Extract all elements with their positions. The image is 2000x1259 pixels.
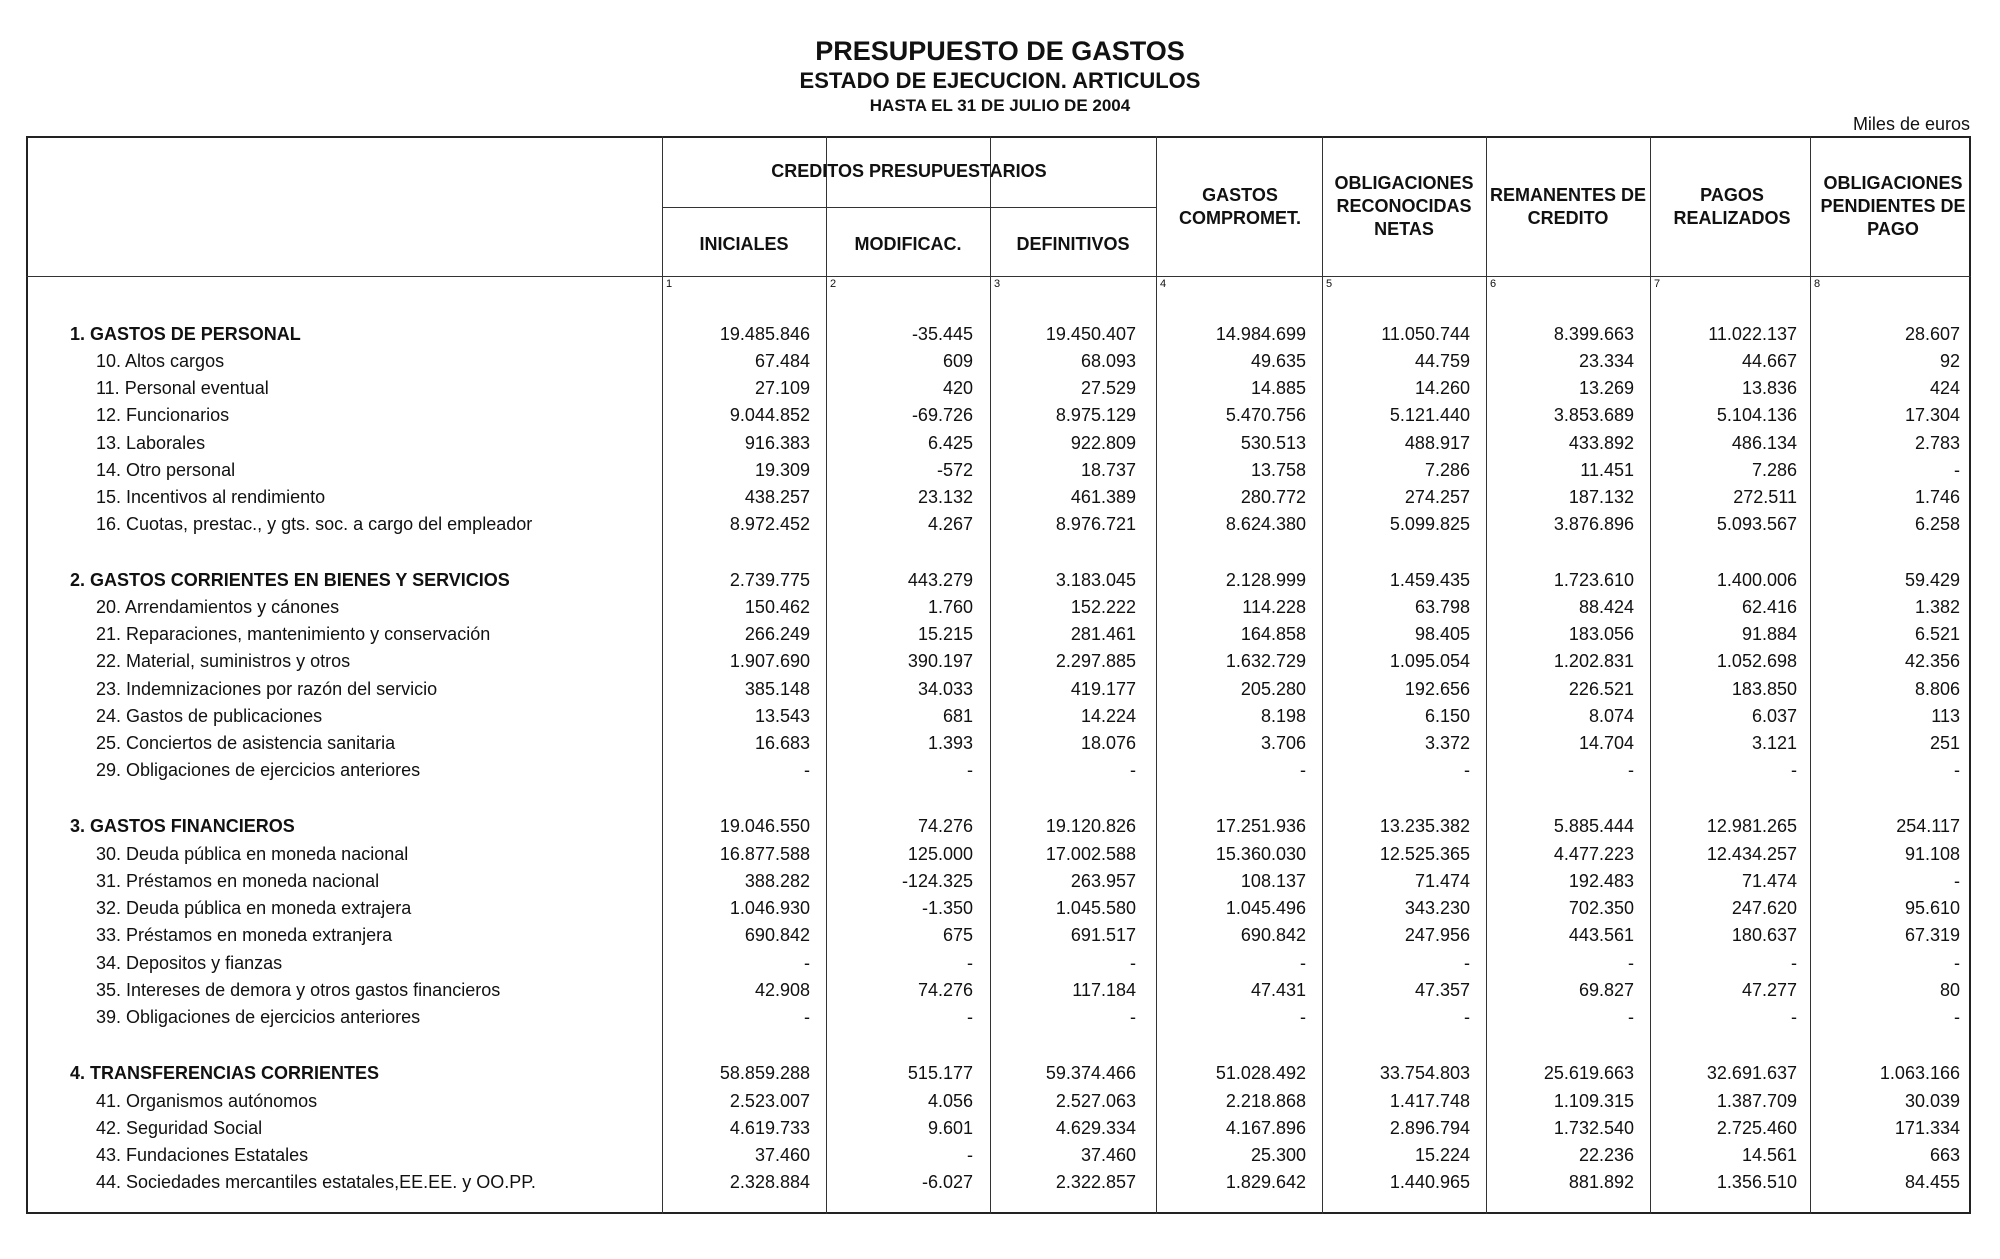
table-cell: 916.383 [744,433,810,453]
column-number: 4 [1160,278,1167,290]
table-cell: 19.450.407 [1045,324,1136,344]
table-cell: - [967,953,973,973]
table-cell: 2.328.884 [729,1172,810,1192]
table-cell: - [1300,760,1306,780]
table-cell: 266.249 [744,624,810,644]
table-cell: 419.177 [1070,679,1136,699]
article-row-label: 24. Gastos de publicaciones [96,706,323,726]
table-cell: 1.045.496 [1225,898,1306,918]
table-cell: 11.022.137 [1708,324,1797,344]
table-cell: 702.350 [1568,898,1634,918]
table-cell: 15.224 [1414,1145,1470,1165]
table-cell: 113 [1931,706,1960,726]
table-cell: 183.056 [1568,624,1634,644]
table-cell: 13.235.382 [1379,816,1470,836]
category-row-label: 4. TRANSFERENCIAS CORRIENTES [70,1063,380,1083]
header-obligaciones-reconocidas: OBLIGACIONES RECONOCIDAS NETAS [1334,172,1474,239]
table-cell: 1.109.315 [1553,1091,1634,1111]
table-cell: 1.046.930 [729,898,810,918]
table-cell: 420 [942,378,973,398]
table-cell: 15.360.030 [1215,844,1306,864]
table-cell: 1.440.965 [1389,1172,1470,1192]
article-row-label: 22. Material, suministros y otros [96,651,351,671]
table-cell: 51.028.492 [1215,1063,1306,1083]
table-cell: - [804,760,810,780]
table-cell: - [1954,460,1960,480]
table-cell: 14.224 [1080,706,1136,726]
header-definitivos: DEFINITIVOS [1016,233,1130,254]
column-number: 6 [1490,278,1497,290]
table-cell: - [1130,1007,1136,1027]
table-cell: 3.876.896 [1553,514,1634,534]
table-cell: 1.045.580 [1055,898,1136,918]
table-cell: 2.523.007 [729,1091,810,1111]
header-modificac: MODIFICAC. [854,233,962,254]
article-row-label: 11. Personal eventual [96,378,269,398]
table-cell: 6.037 [1751,706,1797,726]
table-cell: 67.484 [754,351,810,371]
table-cell: 69.827 [1578,980,1634,1000]
table-cell: - [1791,760,1797,780]
table-cell: 28.607 [1904,324,1960,344]
column-divider [1810,136,1811,1214]
article-row-label: 12. Funcionarios [96,405,230,425]
table-cell: 22.236 [1578,1145,1634,1165]
table-cell: 14.260 [1414,378,1470,398]
table-cell: - [1464,1007,1470,1027]
table-cell: 7.286 [1751,460,1797,480]
table-cell: 681 [942,706,973,726]
table-cell: 488.917 [1404,433,1470,453]
table-cell: 6.521 [1914,624,1960,644]
table-frame [26,136,1971,1214]
table-cell: 37.460 [754,1145,810,1165]
table-cell: - [1464,953,1470,973]
table-cell: 5.104.136 [1716,405,1797,425]
table-cell: 192.483 [1568,871,1634,891]
category-row-label: 2. GASTOS CORRIENTES EN BIENES Y SERVICIOS [70,570,510,590]
table-cell: 2.896.794 [1389,1118,1470,1138]
table-cell: 390.197 [907,651,973,671]
article-row-label: 42. Seguridad Social [96,1118,263,1138]
table-cell: 68.093 [1080,351,1136,371]
column-number: 2 [830,278,837,290]
table-cell: - [1954,760,1960,780]
table-cell: 1.760 [927,597,973,617]
table-cell: 114.228 [1242,597,1306,617]
table-cell: 58.859.288 [719,1063,810,1083]
header-creditos-presupuestarios: CREDITOS PRESUPUESTARIOS [771,160,1047,181]
table-cell: - [1300,953,1306,973]
table-cell: 44.759 [1414,351,1470,371]
table-cell: 4.619.733 [729,1118,810,1138]
table-cell: 37.460 [1080,1145,1136,1165]
table-cell: 19.485.846 [719,324,810,344]
table-cell: 272.511 [1733,487,1797,507]
table-cell: 32.691.637 [1706,1063,1797,1083]
table-cell: 91.884 [1741,624,1797,644]
table-cell: 280.772 [1240,487,1306,507]
table-cell: 881.892 [1568,1172,1634,1192]
table-cell: 14.984.699 [1215,324,1306,344]
article-row-label: 25. Conciertos de asistencia sanitaria [96,733,396,753]
table-cell: - [1954,1007,1960,1027]
table-cell: 343.230 [1404,898,1470,918]
column-number: 8 [1814,278,1821,290]
table-cell: 23.132 [917,487,973,507]
article-row-label: 23. Indemnizaciones por razón del servicio [96,679,438,699]
table-cell: 59.374.466 [1045,1063,1136,1083]
table-cell: 67.319 [1904,925,1960,945]
table-cell: 18.737 [1080,460,1136,480]
table-cell: 34.033 [917,679,973,699]
column-divider [1650,136,1651,1214]
table-cell: 2.739.775 [729,570,810,590]
table-cell: 8.399.663 [1553,324,1634,344]
table-cell: 8.624.380 [1225,514,1306,534]
table-cell: 19.309 [754,460,810,480]
table-cell: 49.635 [1250,351,1306,371]
table-cell: 438.257 [744,487,810,507]
table-cell: 33.754.803 [1379,1063,1470,1083]
table-cell: 515.177 [907,1063,973,1083]
table-cell: 2.218.868 [1225,1091,1306,1111]
table-cell: 98.405 [1414,624,1470,644]
article-row-label: 10. Altos cargos [96,351,225,371]
table-cell: 47.277 [1741,980,1797,1000]
table-cell: 13.758 [1250,460,1306,480]
category-row-label: 1. GASTOS DE PERSONAL [70,324,301,344]
column-number: 1 [666,278,673,290]
table-cell: 6.258 [1914,514,1960,534]
table-cell: 443.279 [907,570,973,590]
column-number: 5 [1326,278,1333,290]
table-cell: 88.424 [1578,597,1634,617]
table-cell: 23.334 [1578,351,1634,371]
table-cell: 17.002.588 [1045,844,1136,864]
table-cell: - [1300,1007,1306,1027]
table-cell: 71.474 [1414,871,1470,891]
table-cell: 84.455 [1904,1172,1960,1192]
table-cell: 1.400.006 [1716,570,1797,590]
table-cell: 13.543 [754,706,810,726]
table-cell: 663 [1929,1145,1960,1165]
article-row-label: 15. Incentivos al rendimiento [96,487,326,507]
table-cell: 25.619.663 [1543,1063,1634,1083]
column-number: 7 [1654,278,1661,290]
table-cell: 4.267 [927,514,973,534]
header-pagos: PAGOS REALIZADOS [1673,185,1791,228]
table-cell: 5.885.444 [1553,816,1634,836]
table-cell: 17.304 [1904,405,1960,425]
table-cell: 5.093.567 [1716,514,1797,534]
table-cell: 274.257 [1404,487,1470,507]
table-cell: 922.809 [1070,433,1136,453]
table-cell: 254.117 [1896,816,1960,836]
table-cell: - [1791,953,1797,973]
article-row-label: 32. Deuda pública en moneda extrajera [96,898,412,918]
header-gastos-compromet: GASTOS COMPROMET. [1178,185,1301,228]
table-cell: - [804,953,810,973]
table-cell: 8.972.452 [729,514,810,534]
table-cell: 1.417.748 [1389,1091,1470,1111]
table-cell: - [1130,760,1136,780]
table-cell: 1.746 [1914,487,1960,507]
table-cell: 30.039 [1904,1091,1960,1111]
table-cell: -69.726 [911,405,973,425]
table-cell: - [967,1007,973,1027]
table-cell: - [967,1145,973,1165]
table-cell: -1.350 [921,898,973,918]
article-row-label: 29. Obligaciones de ejercicios anteriores [96,760,421,780]
table-cell: 27.109 [754,378,810,398]
table-cell: 42.908 [754,980,810,1000]
table-cell: 1.632.729 [1225,651,1306,671]
table-cell: 205.280 [1240,679,1306,699]
table-cell: 4.477.223 [1553,844,1634,864]
article-row-label: 21. Reparaciones, mantenimiento y conservación [96,624,491,644]
table-cell: 12.525.365 [1379,844,1470,864]
table-cell: 1.393 [927,733,973,753]
table-cell: 5.470.756 [1225,405,1306,425]
table-cell: 424 [1929,378,1960,398]
table-cell: - [1628,953,1634,973]
table-cell: 108.137 [1240,871,1306,891]
table-cell: 388.282 [744,871,810,891]
table-cell: 3.853.689 [1553,405,1634,425]
table-cell: 461.389 [1070,487,1136,507]
table-cell: 1.095.054 [1389,651,1470,671]
column-divider [1486,136,1487,1214]
table-cell: 80 [1939,980,1960,1000]
table-cell: 44.667 [1741,351,1797,371]
table-cell: 6.150 [1424,706,1470,726]
table-cell: 251 [1929,733,1960,753]
table-cell: 3.121 [1751,733,1797,753]
table-cell: 4.056 [927,1091,973,1111]
article-row-label: 41. Organismos autónomos [96,1091,318,1111]
table-cell: 47.357 [1414,980,1470,1000]
table-cell: 8.975.129 [1055,405,1136,425]
table-cell: 2.725.460 [1716,1118,1797,1138]
table-cell: 14.885 [1250,378,1306,398]
article-row-label: 39. Obligaciones de ejercicios anteriores [96,1007,421,1027]
table-cell: 247.956 [1404,925,1470,945]
table-cell: 690.842 [744,925,810,945]
table-cell: 1.732.540 [1553,1118,1634,1138]
article-row-label: 43. Fundaciones Estatales [96,1145,309,1165]
article-row-label: 20. Arrendamientos y cánones [96,597,340,617]
table-cell: -35.445 [911,324,973,344]
table-cell: 2.783 [1914,433,1960,453]
table-cell: 385.148 [744,679,810,699]
table-cell: 59.429 [1904,570,1960,590]
table-cell: 18.076 [1080,733,1136,753]
table-cell: 62.416 [1741,597,1797,617]
table-cell: 14.561 [1741,1145,1797,1165]
article-row-label: 31. Préstamos en moneda nacional [96,871,380,891]
column-divider [990,136,991,1214]
table-cell: - [1791,1007,1797,1027]
table-cell: 690.842 [1240,925,1306,945]
table-cell: - [804,1007,810,1027]
table-cell: 15.215 [917,624,973,644]
table-cell: 486.134 [1731,433,1797,453]
article-row-label: 44. Sociedades mercantiles estatales,EE.EE. y OO.PP. [96,1172,536,1192]
column-divider [662,136,663,1214]
table-cell: 1.829.642 [1225,1172,1306,1192]
table-cell: 6.425 [927,433,973,453]
table-cell: - [1130,953,1136,973]
table-cell: - [1954,953,1960,973]
table-cell: 1.459.435 [1389,570,1470,590]
table-cell: 3.183.045 [1055,570,1136,590]
table-cell: 91.108 [1904,844,1960,864]
page-title: PRESUPUESTO DE GASTOS [815,36,1185,66]
table-cell: 19.120.826 [1045,816,1136,836]
category-row-label: 3. GASTOS FINANCIEROS [70,816,295,836]
table-cell: 1.907.690 [729,651,810,671]
table-cell: 42.356 [1904,651,1960,671]
article-row-label: 16. Cuotas, prestac., y gts. soc. a cargo del empleador [96,514,533,534]
table-cell: - [1628,760,1634,780]
table-cell: 17.251.936 [1215,816,1306,836]
table-cell: 74.276 [917,816,973,836]
table-cell: 16.683 [754,733,810,753]
table-cell: 2.322.857 [1055,1172,1136,1192]
table-cell: 71.474 [1741,871,1797,891]
table-cell: 5.099.825 [1389,514,1470,534]
column-divider [1322,136,1323,1214]
table-cell: 117.184 [1072,980,1136,1000]
table-cell: - [1954,871,1960,891]
table-cell: 164.858 [1240,624,1306,644]
article-row-label: 33. Préstamos en moneda extranjera [96,925,393,945]
table-cell: 19.046.550 [719,816,810,836]
article-row-label: 34. Depositos y fianzas [96,953,283,973]
table-cell: 226.521 [1568,679,1634,699]
table-cell: 92 [1939,351,1960,371]
table-cell: 13.836 [1741,378,1797,398]
table-cell: 1.387.709 [1716,1091,1797,1111]
table-cell: 183.850 [1731,679,1797,699]
table-cell: 9.601 [927,1118,973,1138]
table-cell: 63.798 [1414,597,1470,617]
table-cell: 3.706 [1260,733,1306,753]
table-cell: 433.892 [1568,433,1634,453]
table-cell: - [1628,1007,1634,1027]
header-iniciales: INICIALES [699,233,789,254]
page-subtitle: ESTADO DE EJECUCION. ARTICULOS [799,68,1201,93]
table-cell: 530.513 [1240,433,1306,453]
table-cell: 25.300 [1250,1145,1306,1165]
table-cell: 8.976.721 [1055,514,1136,534]
table-cell: 2.527.063 [1055,1091,1136,1111]
column-divider [826,136,827,1214]
table-cell: -6.027 [921,1172,973,1192]
article-row-label: 30. Deuda pública en moneda nacional [96,844,409,864]
table-cell: 443.561 [1568,925,1634,945]
article-row-label: 35. Intereses de demora y otros gastos financieros [96,980,501,1000]
table-cell: 192.656 [1404,679,1470,699]
table-cell: 1.723.610 [1553,570,1634,590]
table-cell: 4.629.334 [1055,1118,1136,1138]
table-cell: 5.121.440 [1389,405,1470,425]
table-cell: 9.044.852 [729,405,810,425]
table-cell: - [967,760,973,780]
table-cell: 47.431 [1250,980,1306,1000]
table-cell: 8.198 [1260,706,1306,726]
table-cell: 1.356.510 [1716,1172,1797,1192]
table-cell: 187.132 [1568,487,1634,507]
table-cell: 171.334 [1894,1118,1960,1138]
table-cell: 1.052.698 [1716,651,1797,671]
table-cell: 16.877.588 [719,844,810,864]
table-cell: 675 [942,925,973,945]
article-row-label: 13. Laborales [96,433,206,453]
table-cell: -572 [936,460,973,480]
table-cell: 8.074 [1588,706,1634,726]
table-cell: 609 [942,351,973,371]
table-cell: - [1464,760,1470,780]
table-cell: 11.451 [1580,460,1634,480]
table-cell: 2.128.999 [1225,570,1306,590]
table-cell: 12.434.257 [1706,844,1797,864]
table-cell: 150.462 [744,597,810,617]
table-cell: 1.382 [1914,597,1960,617]
table-cell: 74.276 [917,980,973,1000]
creditos-subheader-rule [662,207,1156,208]
table-cell: 152.222 [1070,597,1136,617]
table-cell: 180.637 [1731,925,1797,945]
table-cell: 1.063.166 [1879,1063,1960,1083]
column-divider [1156,136,1157,1214]
table-cell: 1.202.831 [1553,651,1634,671]
table-cell: 281.461 [1070,624,1136,644]
table-cell: -124.325 [901,871,973,891]
table-cell: 7.286 [1424,460,1470,480]
table-cell: 14.704 [1578,733,1634,753]
table-cell: 95.610 [1904,898,1960,918]
table-cell: 11.050.744 [1381,324,1470,344]
header-remanentes: REMANENTES DE CREDITO [1489,185,1646,228]
table-cell: 263.957 [1070,871,1136,891]
column-number: 3 [994,278,1001,290]
header-obligaciones-pendientes: OBLIGACIONES PENDIENTES DE PAGO [1820,172,1966,239]
article-row-label: 14. Otro personal [96,460,236,480]
date-line: HASTA EL 31 DE JULIO DE 2004 [869,96,1131,115]
table-cell: 13.269 [1578,378,1634,398]
table-cell: 4.167.896 [1225,1118,1306,1138]
table-cell: 247.620 [1731,898,1797,918]
table-cell: 691.517 [1070,925,1136,945]
table-cell: 27.529 [1080,378,1136,398]
table-cell: 2.297.885 [1055,651,1136,671]
table-cell: 3.372 [1424,733,1470,753]
table-cell: 125.000 [907,844,973,864]
table-cell: 8.806 [1914,679,1960,699]
table-cell: 12.981.265 [1706,816,1797,836]
units-label: Miles de euros [1852,114,1970,134]
